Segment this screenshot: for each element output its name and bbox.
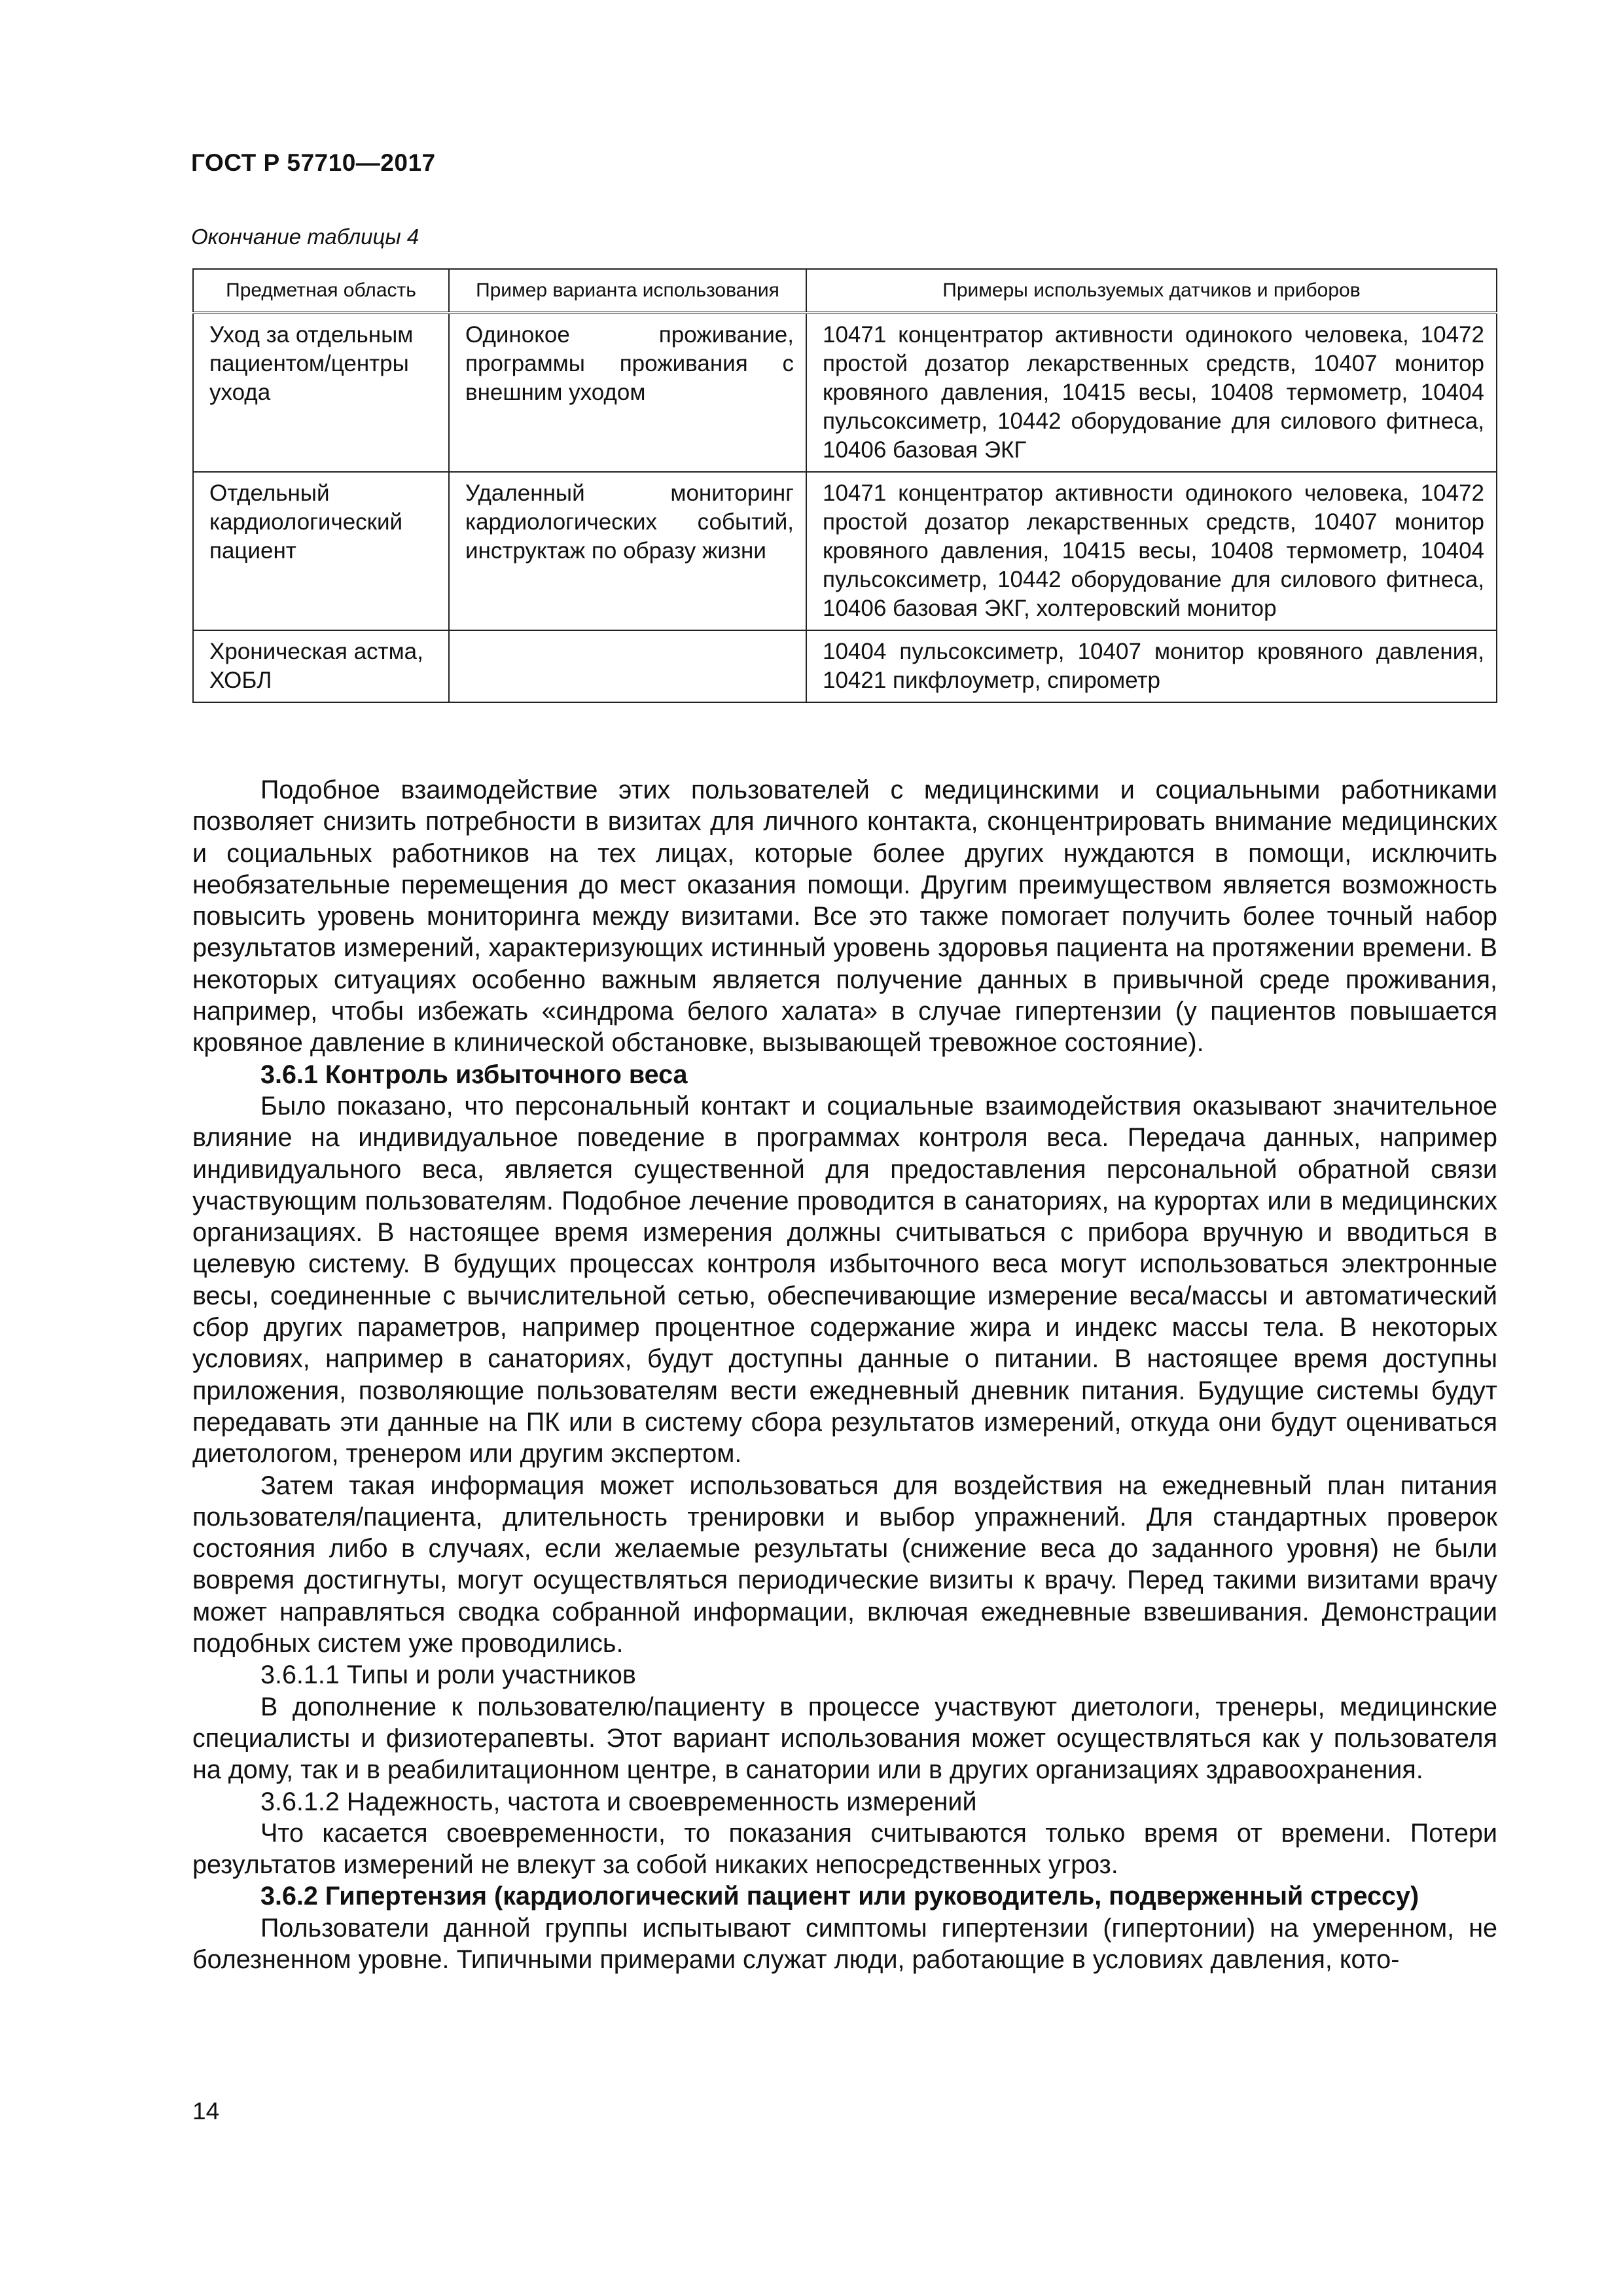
paragraph: Было показано, что персональный контакт и социальные взаимодействия оказывают значительное влияние на индивидуальное поведение в программах контроля веса. Передача данных, например индивидуального веса, является существенной для предоставления персональной обратной связи участвующим пользователям. Подобное лечение проводится в санаториях, на курортах или в медицинских организациях. В настоящее время измерения должны считываться с прибора вручную и вводиться в целевую систему. В будущих процессах контроля избыточного веса могут использоваться электронные весы, соединенные с вычислительной сетью, обеспечивающие измерение веса/массы и автоматический сбор других параметров, например процентное содержание жира и индекс массы тела. В некоторых условиях, например в санаториях, будут доступны данные о питании. В настоящее время доступны приложения, позволяющие пользователям вести ежедневный дневник питания. Будущие системы будут передавать эти данные на ПК или в систему сбора результатов измерений, откуда они будут оцениваться диетологом, тренером или другим экспертом. [192,1091,1497,1469]
paragraph: В дополнение к пользователю/пациенту в процессе участвуют диетологи, тренеры, медицинские специалисты и физиотерапевты. Этот вариант использования может осуществляться как у пользователя на дому, так и в реабилитационном центре, в санатории или в других организациях здравоохранения. [192,1692,1497,1785]
cell-use-case: Одинокое проживание, программы проживания с внешним уходом [449,313,806,472]
column-header-domain: Предметная область [193,269,449,313]
cell-use-case [449,630,806,702]
table-header-row [193,269,1497,313]
table-row [193,313,1497,472]
devices-table [192,268,1497,703]
cell-devices: 10471 концентратор активности одинокого человека, 10472 простой дозатор лекарственных средств, 10407 монитор кровяного давления, 10415 весы, 10408 термометр, 10404 пульсоксиметр, 10442 оборудование для силового фитнеса, 10406 базовая ЭКГ [806,313,1497,472]
cell-domain: Уход за отдельным пациентом/центры ухода [193,313,449,472]
section-heading-3-6-2: 3.6.2 Гипертензия (кардиологический пациент или руководитель, подверженный стрессу) [260,1882,1419,1911]
page-number: 14 [192,2098,220,2125]
subsection-heading-3-6-1-1: 3.6.1.1 Типы и роли участников [260,1660,636,1690]
table-caption: Окончание таблицы 4 [191,224,419,249]
section-heading-3-6-1: 3.6.1 Контроль избыточного веса [260,1060,688,1089]
body-text [192,774,1497,1975]
cell-devices: 10404 пульсоксиметр, 10407 монитор кровяного давления, 10421 пикфлоуметр, спирометр [806,630,1497,702]
column-header-devices: Примеры используемых датчиков и приборов [806,269,1497,313]
paragraph: Затем такая информация может использоваться для воздействия на ежедневный план питания пользователя/пациента, длительность тренировки и выбор упражнений. Для стандартных проверок состояния либо в случаях, если желаемые результаты (снижение веса до заданного уровня) не были вовремя достигнуты, могут осуществляться периодические визиты к врачу. Перед такими визитами врачу может направляться сводка собранной информации, включая ежедневные взвешивания. Демонстрации подобных систем уже проводились. [192,1471,1497,1659]
paragraph: Пользователи данной группы испытывают симптомы гипертензии (гипертонии) на умеренном, не болезненном уровне. Типичными примерами служат люди, работающие в условиях давления, кото- [192,1913,1497,1974]
column-header-use-case: Пример варианта использования [449,269,806,313]
table-row [193,630,1497,702]
cell-domain: Отдельный кардиологический пациент [193,472,449,630]
subsection-heading-3-6-1-2: 3.6.1.2 Надежность, частота и своевременность измерений [260,1787,977,1816]
paragraph: Что касается своевременности, то показания считываются только время от времени. Потери результатов измерений не влекут за собой никаких непосредственных угроз. [192,1818,1497,1880]
cell-use-case: Удаленный мониторинг кардиологических событий, инструктаж по образу жизни [449,472,806,630]
cell-devices: 10471 концентратор активности одинокого человека, 10472 простой дозатор лекарственных средств, 10407 монитор кровяного давления, 10415 весы, 10408 термометр, 10404 пульсоксиметр, 10442 оборудование для силового фитнеса, 10406 базовая ЭКГ, холтеровский монитор [806,472,1497,630]
document-code: ГОСТ Р 57710—2017 [191,149,436,176]
cell-domain: Хроническая астма, ХОБЛ [193,630,449,702]
table-row [193,472,1497,630]
paragraph: Подобное взаимодействие этих пользователей с медицинскими и социальными работниками позволяет снизить потребности в визитах для личного контакта, сконцентрировать внимание медицинских и социальных работников на тех лицах, которые более других нуждаются в помощи, исключить необязательные перемещения до мест оказания помощи. Другим преимуществом является возможность повысить уровень мониторинга между визитами. Все это также помогает получить более точный набор результатов измерений, характеризующих истинный уровень здоровья пациента на протяжении времени. В некоторых ситуациях особенно важным является получение данных в привычной среде проживания, например, чтобы избежать «синдрома белого халата» в случае гипертензии (у пациентов повышается кровяное давление в клинической обстановке, вызывающей тревожное состояние). [192,776,1497,1058]
